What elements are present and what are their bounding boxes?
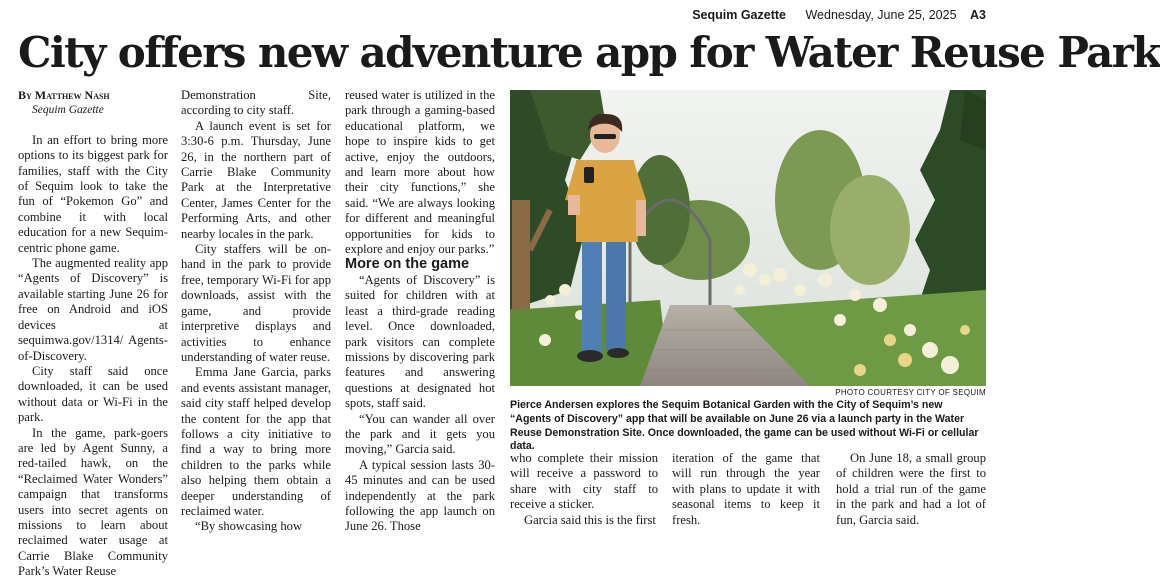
paragraph: City staffers will be on-hand in the park to provide free, temporary Wi-Fi for app downloads, assist with the game, and provide interpretive displays and activities to enhance understanding of water reuse. <box>181 242 331 364</box>
article-column-4 <box>510 451 658 528</box>
paragraph: On June 18, a small group of children were the first to hold a trial run of the game in the park and had a lot of fun, Garcia said. <box>836 451 986 527</box>
paragraph: In an effort to bring more options to its biggest park for families, staff with the City of Sequim look to take the fun of “Pokemon Go” and combine it with local education for a new Sequim-centric phone game. <box>18 132 168 255</box>
paragraph: “By showcasing how <box>195 519 303 534</box>
paragraph: A typical session lasts 30-45 minutes and can be used independently at the park following the app launch on June 26. Those <box>345 457 495 534</box>
paragraph: iteration of the game that will run through the year with plans to update it with seasonal items to keep it fresh. <box>672 451 820 527</box>
photo-credit: PHOTO COURTESY CITY OF SEQUIM <box>835 388 986 397</box>
paragraph: In the game, park-goers are led by Agent Sunny, a red-tailed hawk, on the “Reclaimed Water Wonders” campaign that transforms users into secret agents on missions to learn about reclaimed water usage at Carrie Blake Community Park’s Water Reuse <box>18 425 168 579</box>
paragraph: who complete their mission will receive a password to share with city staff to receive a sticker. <box>510 451 658 512</box>
paper-name: Sequim Gazette <box>692 8 786 22</box>
paragraph: Emma Jane Garcia, parks and events assistant manager, said city staff helped develop the content for the app that follows a city initiative to find a way to bring more children to the parks while also helping them obtain a deeper understanding of reclaimed water. <box>181 365 331 518</box>
paragraph: “Agents of Discovery” is suited for children with at least a third-grade reading level. Once downloaded, park visitors can complete missions by discovering park features and answering questions at designated hot spots, staff said. <box>345 272 495 411</box>
article-column-1 <box>18 88 168 580</box>
photo-caption: Pierce Andersen explores the Sequim Botanical Garden with the City of Sequim’s new “Agents of Discovery” app that will be available on June 26 via a launch party in the Water Reuse Demonstration Site. Once downloaded, the game can be used without Wi-Fi or cellular data. <box>510 399 979 453</box>
paragraph: City staff said once downloaded, it can be used without data or Wi-Fi in the park. <box>18 363 168 425</box>
article-column-3 <box>345 88 495 535</box>
subhead: More on the game <box>345 256 470 273</box>
paragraph: A launch event is set for 3:30-6 p.m. Thursday, June 26, in the northern part of Carrie Blake Community Park at the Interpretative Center, James Center for the Performing Arts, and other nearby locales in the park. <box>181 118 331 241</box>
byline-affiliation: Sequim Gazette <box>32 104 104 117</box>
article-photo <box>510 90 986 386</box>
page-number: A3 <box>970 8 986 22</box>
paragraph: Garcia said this is the first <box>524 512 656 527</box>
paragraph: “You can wander all over the park and it gets you moving,” Garcia said. <box>345 411 495 457</box>
headline: City offers new adventure app for Water Reuse Park <box>18 28 1160 77</box>
article-column-5 <box>672 451 820 528</box>
garden-photo <box>510 90 986 386</box>
article-column-2 <box>181 88 331 535</box>
paragraph: Demonstration Site, according to city staff. <box>181 88 331 118</box>
byline-author: By Matthew Nash <box>18 88 110 102</box>
masthead <box>692 8 986 22</box>
article-column-6 <box>836 451 986 528</box>
paragraph: reused water is utilized in the park through a gaming-based educational platform, we hope to inspire kids to get active, enjoy the outdoors, and learn more about how their city functions,” she said. “We are always looking for different and meaningful opportunities for kids to explore and enjoy our parks.” <box>345 88 495 257</box>
paragraph: The augmented reality app “Agents of Discovery” is available starting June 26 for free on Android and iOS devices at sequimwa.gov/1314/ Agents-of-Discovery. <box>18 256 168 363</box>
issue-date: Wednesday, June 25, 2025 <box>805 8 957 22</box>
